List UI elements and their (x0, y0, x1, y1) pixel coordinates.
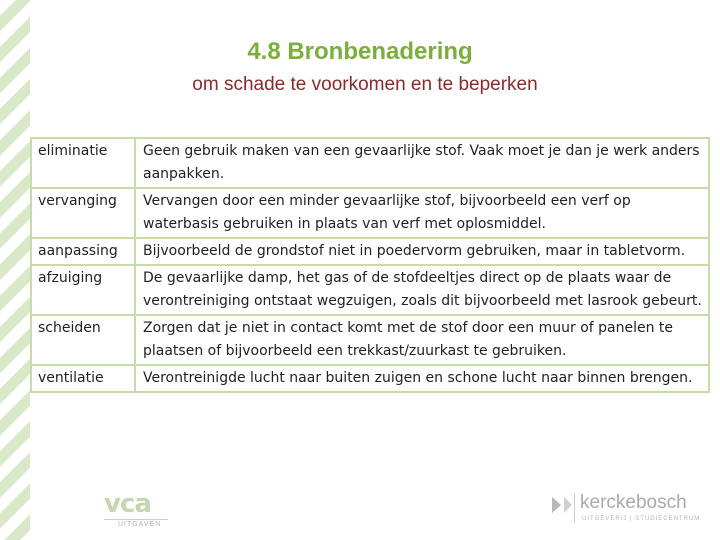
measure-term: vervanging (31, 188, 135, 238)
kerckebosch-mark-icon (550, 494, 574, 516)
table-row (31, 238, 709, 265)
vca-logo (104, 490, 170, 530)
measure-term: eliminatie (31, 138, 135, 188)
measure-term: ventilatie (31, 365, 135, 392)
measure-description: De gevaarlijke damp, het gas of de stofdeeltjes direct op de plaats waar de verontreiniging ontstaat wegzuigen, zoals dit bijvoorbeeld met lasrook gebeurt. (135, 265, 709, 315)
measure-description: Bijvoorbeeld de grondstof niet in poedervorm gebruiken, maar in tabletvorm. (135, 238, 709, 265)
table-row (31, 188, 709, 238)
kerckebosch-logo (550, 492, 720, 526)
measure-description: Geen gebruik maken van een gevaarlijke stof. Vaak moet je dan je werk anders aanpakken. (135, 138, 709, 188)
measure-description: Verontreinigde lucht naar buiten zuigen en schone lucht naar binnen brengen. (135, 365, 709, 392)
vca-logo-sub: UITGAVEN (118, 521, 162, 528)
measure-term: afzuiging (31, 265, 135, 315)
table-row (31, 315, 709, 365)
measure-term: aanpassing (31, 238, 135, 265)
table-row (31, 265, 709, 315)
measure-description: Zorgen dat je niet in contact komt met de stof door een muur of panelen te plaatsen of bijvoorbeeld een trekkast/zuurkast te gebruiken. (135, 315, 709, 365)
slide-subtitle: om schade te voorkomen en te beperken (192, 74, 538, 95)
vca-logo-word: vca (104, 489, 151, 519)
measure-term: scheiden (31, 315, 135, 365)
kerckebosch-separator (574, 494, 575, 522)
measure-description: Vervangen door een minder gevaarlijke stof, bijvoorbeeld een verf op waterbasis gebruiken in plaats van verf met oplosmiddel. (135, 188, 709, 238)
measures-table (30, 137, 710, 393)
kerckebosch-tagline: UITGEVERIJ | STUDIECENTRUM (582, 516, 701, 522)
slide-title: 4.8 Bronbenadering (247, 38, 473, 65)
table-row (31, 138, 709, 188)
table-row (31, 365, 709, 392)
kerckebosch-name: kerckebosch (580, 492, 687, 513)
